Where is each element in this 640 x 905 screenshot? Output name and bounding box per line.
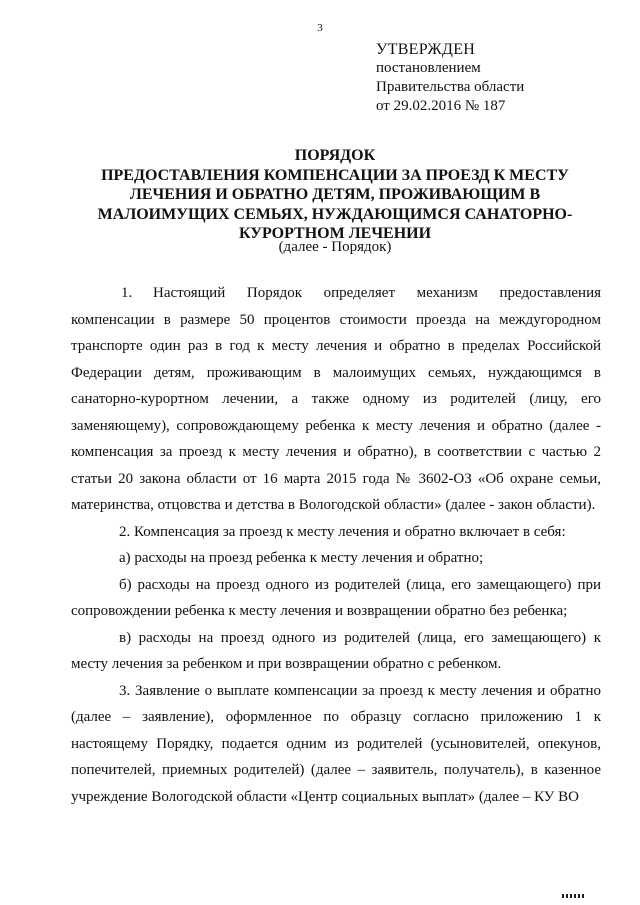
title-line: ПРЕДОСТАВЛЕНИЯ КОМПЕНСАЦИИ ЗА ПРОЕЗД К МЕСТУ	[101, 166, 569, 184]
paragraph-2b: б) расходы на проезд одного из родителей (лица, его замещающего) при сопровождении ребенка к месту лечения и возвращении обратно без ребенка;	[71, 576, 601, 619]
scan-mark	[562, 894, 584, 898]
paragraph-text: Настоящий Порядок определяет механизм предоставления компенсации в размере 50 процентов стоимости проезда на междугородном транспорте один раз в год к месту лечения и обратно в пределах Российской Федерации детям, проживающим в малоимущих семьях, нуждающимся в санаторно-курортном лечении, а также одному из родителей (лицу, его заменяющему), сопровождающему ребенка к месту лечения и обратно (далее - компенсация за проезд к месту лечения и обратно), в соответствии с частью 2 статьи 20 закона области от 16 марта 2015 года № 3602-ОЗ «Об охране семьи, материнства, отцовства и детства в Вологодской области» (далее - закон области).	[71, 285, 601, 513]
approval-line: от 29.02.2016 № 187	[376, 98, 506, 114]
title-line: ПОРЯДОК	[294, 147, 376, 164]
approval-heading: УТВЕРЖДЕН	[376, 41, 476, 58]
approval-line: постановлением	[376, 60, 481, 76]
paragraph-3: 3. Заявление о выплате компенсации за проезд к месту лечения и обратно (далее – заявление), оформленное по образцу согласно приложению 1 к настоящему Порядку, подается одним из родителей (усыновителей, опекунов, попечителей, приемных родителей) (далее – заявитель, получатель), в казенное учреждение Вологодской области «Центр социальных выплат» (далее – КУ ВО	[71, 682, 601, 805]
paragraph-2c: в) расходы на проезд одного из родителей (лица, его замещающего) к месту лечения за ребенком и при возвращении обратно с ребенком.	[71, 629, 601, 672]
document-body	[71, 280, 601, 810]
approval-stamp	[376, 40, 524, 116]
paragraph-2: 2. Компенсация за проезд к месту лечения и обратно включает в себя:	[119, 523, 566, 540]
page-number: 3	[317, 22, 323, 34]
paragraph-1	[71, 280, 601, 519]
paragraph-2a: а) расходы на проезд ребенка к месту лечения и обратно;	[119, 550, 484, 566]
title-line: КУРОРТНОМ ЛЕЧЕНИИ	[238, 225, 432, 242]
paragraph-number: 1.	[121, 285, 133, 301]
document-title	[60, 146, 610, 244]
document-subtitle: (далее - Порядок)	[278, 239, 392, 255]
title-line: МАЛОИМУЩИХ СЕМЬЯХ, НУЖДАЮЩИМСЯ САНАТОРНО-	[97, 205, 573, 223]
title-line: ЛЕЧЕНИЯ И ОБРАТНО ДЕТЯМ, ПРОЖИВАЮЩИМ В	[129, 186, 541, 203]
approval-line: Правительства области	[376, 79, 525, 95]
